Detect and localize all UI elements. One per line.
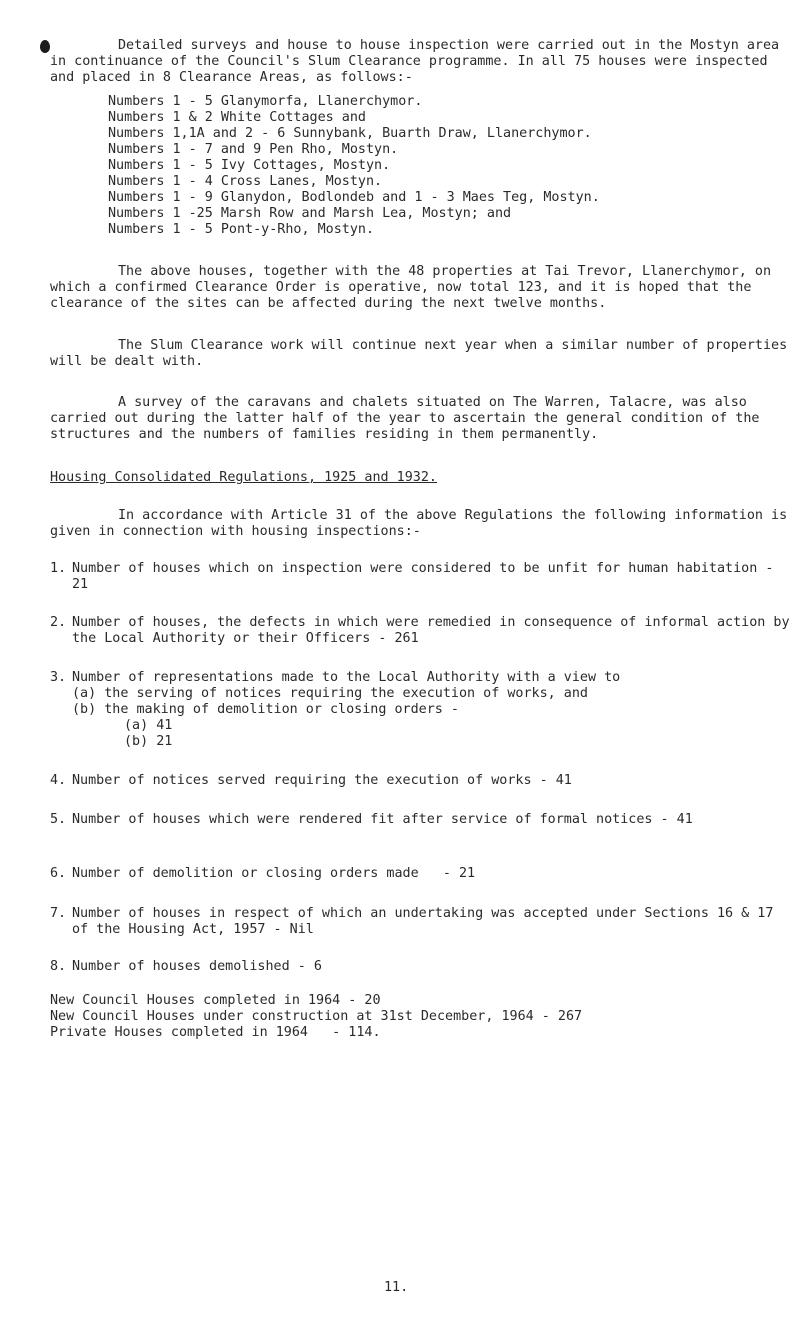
list-item: Numbers 1 - 4 Cross Lanes, Mostyn.: [108, 174, 383, 189]
list-item: Numbers 1 -25 Marsh Row and Marsh Lea, Mostyn; and: [108, 206, 512, 221]
subitem-b: (b) the making of demolition or closing orders -: [72, 702, 459, 717]
item-number: 2.: [50, 615, 67, 630]
clearance-areas-list: [108, 94, 600, 238]
list-item: Numbers 1 - 5 Pont-y-Rho, Mostyn.: [108, 222, 375, 237]
item-text: Number of houses, the defects in which were remedied in consequence of informal action by the Local Authority or their Officers - 261: [72, 615, 798, 646]
item-text: Number of representations made to the Local Authority with a view to: [72, 670, 621, 685]
summary-line: New Council Houses under construction at 31st December, 1964 - 267: [50, 1009, 583, 1024]
list-item: Numbers 1 - 5 Ivy Cottages, Mostyn.: [108, 158, 391, 173]
item-number: 7.: [50, 906, 67, 921]
page-number: 11.: [384, 1280, 409, 1295]
total-paragraph: The above houses, together with the 48 properties at Tai Trevor, Llanerchymor, on which a confirmed Clearance Order is operative, now total 123, and it is hoped that the clearance of the sites can be affected during the next twelve months.: [50, 264, 780, 311]
punch-hole-mark: [40, 40, 50, 53]
intro-paragraph: Detailed surveys and house to house inspection were carried out in the Mostyn area in continuance of the Council's Slum Clearance programme. In all 75 houses were inspected and placed in 8 Clearance Areas, as follows:-: [50, 38, 788, 85]
list-item: Numbers 1 - 7 and 9 Pen Rho, Mostyn.: [108, 142, 399, 157]
list-item: Numbers 1 & 2 White Cottages and: [108, 110, 366, 125]
section-heading: Housing Consolidated Regulations, 1925 and 1932.: [50, 470, 437, 485]
item-number: 6.: [50, 866, 67, 881]
item-3-subitems: [72, 686, 588, 718]
next-year-paragraph: The Slum Clearance work will continue next year when a similar number of properties will be dealt with.: [50, 338, 796, 369]
list-item: Numbers 1,1A and 2 - 6 Sunnybank, Buarth Draw, Llanerchymor.: [108, 126, 592, 141]
summary-line: Private Houses completed in 1964 - 114.: [50, 1025, 381, 1040]
item-text: Number of notices served requiring the execution of works - 41: [72, 773, 572, 788]
item-text: Number of demolition or closing orders made - 21: [72, 866, 476, 881]
housing-summary: [50, 993, 582, 1041]
list-item: Numbers 1 - 5 Glanymorfa, Llanerchymor.: [108, 94, 423, 109]
item-text: Number of houses which were rendered fit after service of formal notices - 41: [72, 812, 693, 827]
list-item: Numbers 1 - 9 Glanydon, Bodlondeb and 1 - 3 Maes Teg, Mostyn.: [108, 190, 600, 205]
item-3-values: [124, 718, 172, 750]
item-number: 5.: [50, 812, 67, 827]
caravans-paragraph: A survey of the caravans and chalets situated on The Warren, Talacre, was also carried out during the latter half of the year to ascertain the general condition of the structures and the numbers of families residing in them permanently.: [50, 395, 768, 442]
item-number: 1.: [50, 561, 67, 576]
item-number: 4.: [50, 773, 67, 788]
item-text: Number of houses in respect of which an undertaking was accepted under Sections 16 & 17 of the Housing Act, 1957 - Nil: [72, 906, 782, 937]
item-number: 8.: [50, 959, 67, 974]
subitem-a: (a) the serving of notices requiring the execution of works, and: [72, 686, 588, 701]
item-text: Number of houses which on inspection were considered to be unfit for human habitation - 21: [72, 561, 782, 592]
summary-line: New Council Houses completed in 1964 - 20: [50, 993, 381, 1008]
item-number: 3.: [50, 670, 67, 685]
value-b: (b) 21: [124, 734, 173, 749]
item-text: Number of houses demolished - 6: [72, 959, 322, 974]
value-a: (a) 41: [124, 718, 173, 733]
article-paragraph: In accordance with Article 31 of the above Regulations the following information is given in connection with housing inspections:-: [50, 508, 796, 539]
